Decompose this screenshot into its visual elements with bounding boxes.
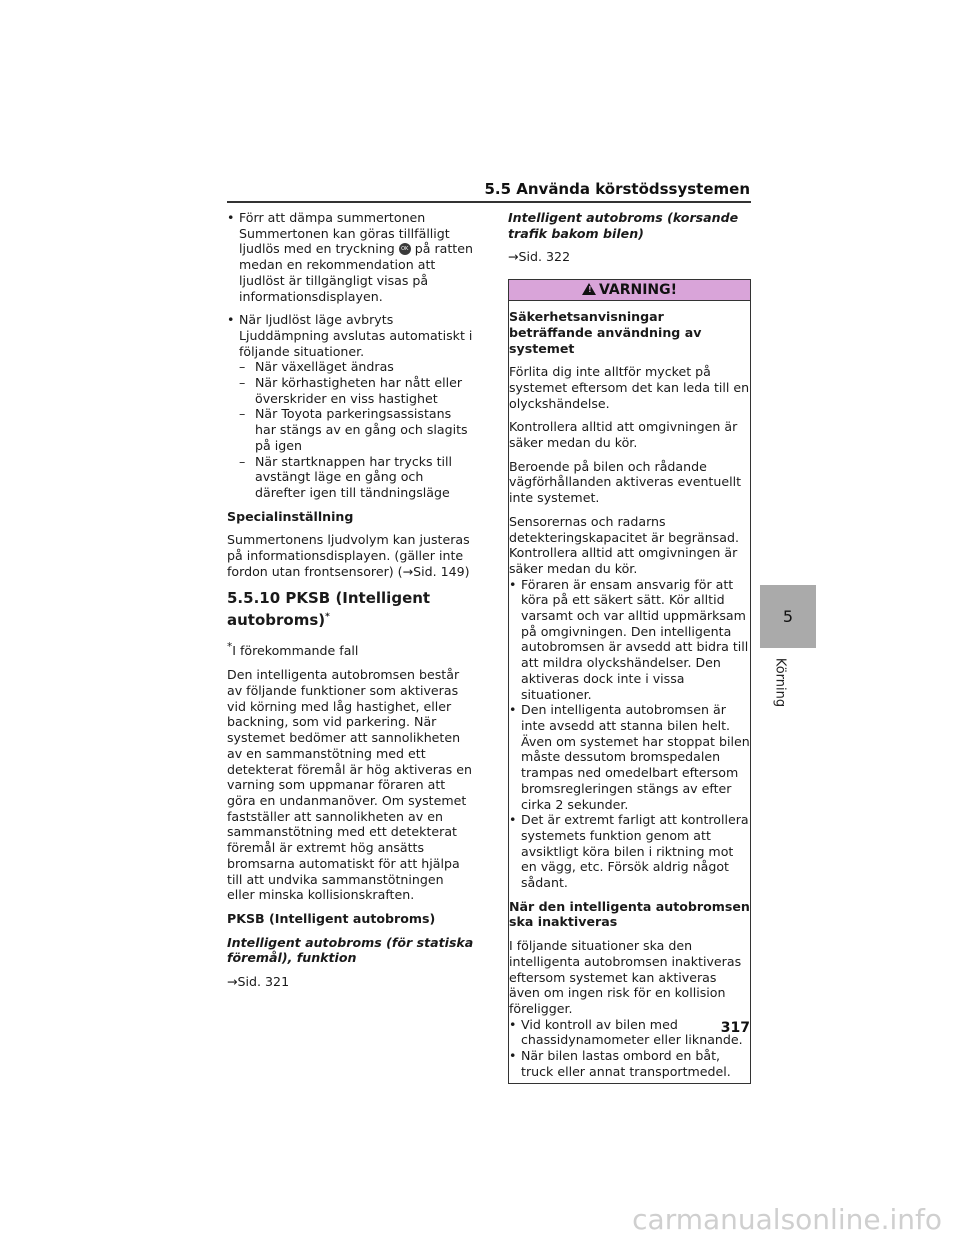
static-objects-ref[interactable]: →Sid. 321: [227, 974, 290, 990]
mute-cancel-text: Ljuddämpning avslutas automatiskt i följande situationer.: [239, 327, 473, 359]
warning-paragraph: Sensorernas och radarns detekteringskapacitet är begränsad. Kontrollera alltid att omgivningen är säker medan du kör.: [509, 513, 739, 576]
right-column: [508, 210, 751, 1084]
warning-box: [508, 279, 751, 1084]
warning-bullet: • Den intelligenta autobromsen är inte avsedd att stanna bilen helt. Även om systemet har stoppat bilen måste dessutom bromspedalen trampas ned omedelbart eftersom bromsregleringen stängs av efter cirka 2 sekunder.: [509, 702, 750, 812]
cross-traffic-heading: Intelligent autobroms (korsande trafik bakom bilen): [508, 210, 739, 241]
warning-paragraph: Förlita dig inte alltför mycket på systemet eftersom det kan leda till en olyckshändelse.: [509, 364, 750, 411]
warning-bullet: • När bilen lastas ombord en båt, truck eller annat transportmedel.: [509, 1048, 731, 1079]
bullet-mute-cancel: • När ljudlöst läge avbryts: [227, 312, 394, 328]
bullet-dampen-buzzer: • Förr att dämpa summertonen: [227, 210, 426, 225]
warning-heading-safety: Säkerhetsanvisningar beträffande användning av systemet: [509, 309, 702, 356]
warning-header: ! VARNING!: [509, 280, 750, 301]
pksb-heading: PKSB (Intelligent autobroms): [227, 910, 436, 926]
ok-button-icon: OK: [399, 243, 411, 255]
section-title: 5.5.10 PKSB (Intelligent autobroms)*: [227, 589, 431, 630]
cross-traffic-ref[interactable]: →Sid. 322: [508, 249, 571, 265]
warning-paragraph: I följande situationer ska den intelligenta autobromsen inaktiveras eftersom systemet kan aktiveras även om ingen risk för en kollision föreligger.: [509, 938, 742, 1016]
header-rule: [227, 201, 751, 203]
chapter-header-title: 5.5 Använda körstödssystemen: [484, 180, 750, 198]
chapter-tab[interactable]: [760, 585, 816, 648]
dampen-buzzer-text: Summertonen kan göras tillfälligt ljudlös med en tryckning OK på ratten medan en rekommendation att ljudlöst är tillgängligt visas på informationsdisplayen.: [239, 225, 473, 304]
watermark: carmanualsonline.info: [632, 1203, 942, 1236]
dash-item: – När körhastigheten har nått eller överskrider en viss hastighet: [239, 375, 463, 406]
static-objects-heading: Intelligent autobroms (för statiska föremål), funktion: [227, 934, 474, 966]
special-setting-heading: Specialinställning: [227, 508, 354, 524]
warning-body: [509, 301, 750, 1083]
left-column: [227, 210, 475, 998]
chapter-tab-label: Körning: [772, 657, 788, 708]
special-setting-text: Summertonens ljudvolym kan justeras på informationsdisplayen. (gäller inte fordon utan frontsensorer) (→Sid. 149): [227, 532, 470, 579]
pksb-intro: Den intelligenta autobromsen består av följande funktioner som aktiveras vid körning med låg hastighet, eller backning, som vid parkering. När systemet bedömer att sannolikheten av en sammanstötning med ett detekterat föremål är hög aktiveras en varning som uppmanar föraren att göra en undanmanöver. Om systemet fastställer att sannolikheten av en sammanstötning med ett detekterat föremål är extremt hög ansätts bromsarna automatiskt för att hjälpa till att undvika sammanstötningen eller minska kollisionskraften.: [227, 667, 472, 903]
dash-item: – När startknappen har trycks till avstängt läge en gång och därefter igen till tändningsläge: [239, 453, 453, 500]
warning-paragraph: Kontrollera alltid att omgivningen är säker medan du kör.: [509, 419, 738, 451]
footnote: *I förekommande fall: [227, 641, 359, 659]
warning-bullet: • Vid kontroll av bilen med chassidynamometer eller liknande.: [509, 1016, 743, 1048]
page-number: 317: [720, 1020, 750, 1036]
warning-heading-deactivate: När den intelligenta autobromsen ska inaktiveras: [509, 898, 750, 930]
warning-triangle-icon: !: [582, 283, 596, 295]
dash-item: – När växelläget ändras: [239, 359, 394, 375]
dash-item: – När Toyota parkeringsassistans har stängs av en gång och slagits på igen: [239, 406, 468, 453]
chapter-tab-number: 5: [782, 607, 794, 626]
warning-bullet: • Det är extremt farligt att kontrollera systemets funktion genom att avsiktligt köra bilen i riktning mot en vägg, etc. Försök aldrig något sådant.: [509, 812, 749, 891]
warning-bullet: • Föraren är ensam ansvarig för att köra på ett säkert sätt. Kör alltid varsamt och var alltid uppmärksam på omgivningen. Den intelligenta autobromsen är avsedd att bidra till att mildra olyckshändelser. Den aktiveras dock inte i vissa situationer.: [509, 576, 749, 702]
warning-paragraph: Beroende på bilen och rådande vägförhållanden aktiveras eventuellt inte systemet.: [509, 458, 742, 506]
